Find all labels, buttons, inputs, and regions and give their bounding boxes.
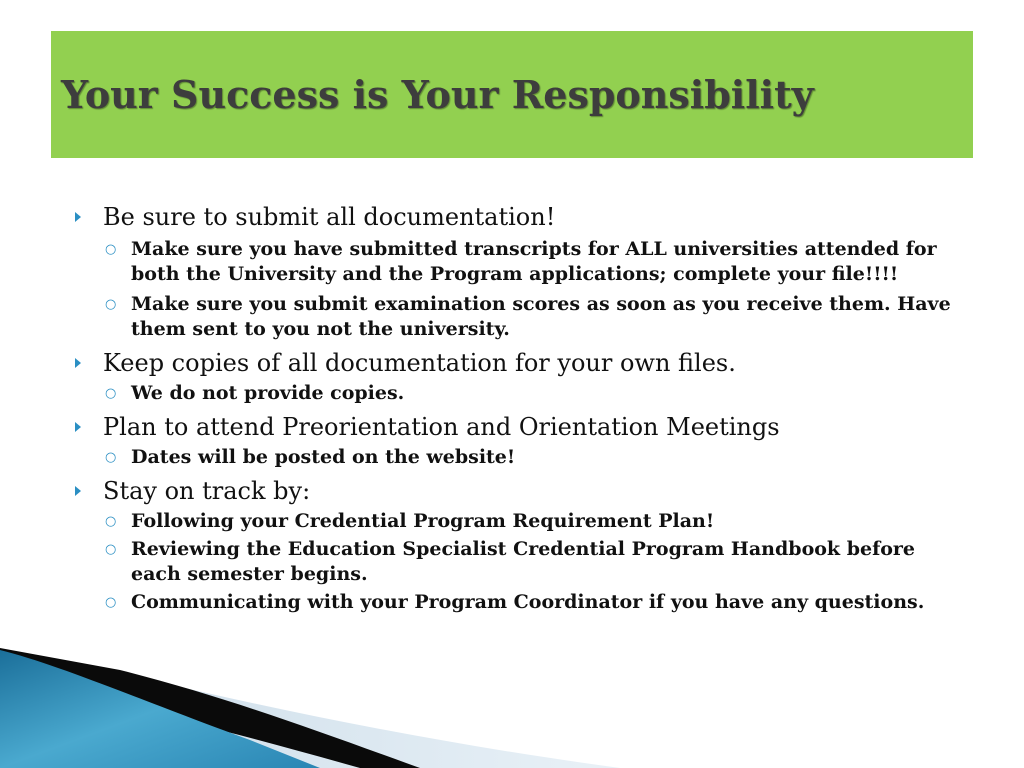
circle-bullet-icon: ○ bbox=[105, 514, 117, 529]
sub-bullet-text: Dates will be posted on the website! bbox=[131, 446, 516, 468]
bullet-list bbox=[72, 200, 972, 615]
sub-bullet-text: We do not provide copies. bbox=[131, 382, 405, 404]
bullet-text: Be sure to submit all documentation! bbox=[103, 203, 556, 231]
sub-bullet-text: Make sure you have submitted transcripts for ALL universities attended for both the University and the Program applications; complete your file!!!! bbox=[131, 238, 937, 285]
sub-bullet-item bbox=[105, 381, 972, 406]
arrow-bullet-icon bbox=[75, 358, 81, 368]
arrow-bullet-icon bbox=[75, 486, 81, 496]
bullet-item bbox=[72, 412, 972, 442]
sub-bullet-item bbox=[105, 509, 972, 534]
arrow-bullet-icon bbox=[75, 422, 81, 432]
sub-bullet-text: Following your Credential Program Requirement Plan! bbox=[131, 510, 715, 532]
bullet-text: Stay on track by: bbox=[103, 477, 311, 505]
circle-bullet-icon: ○ bbox=[105, 450, 117, 465]
slide-title: Your Success is Your Responsibility bbox=[61, 72, 814, 117]
arrow-bullet-icon bbox=[75, 212, 81, 222]
sub-bullet-text: Communicating with your Program Coordinator if you have any questions. bbox=[131, 591, 925, 613]
bullet-item bbox=[72, 476, 972, 506]
circle-bullet-icon: ○ bbox=[105, 297, 117, 312]
circle-bullet-icon: ○ bbox=[105, 595, 117, 610]
sub-bullet-item bbox=[105, 445, 972, 470]
bullet-item bbox=[72, 202, 972, 232]
circle-bullet-icon: ○ bbox=[105, 542, 117, 557]
circle-bullet-icon: ○ bbox=[105, 386, 117, 401]
sub-bullet-item bbox=[105, 590, 972, 615]
sub-bullet-text: Make sure you submit examination scores as soon as you receive them. Have them sent to you not the university. bbox=[131, 293, 951, 340]
sub-bullet-item bbox=[105, 237, 972, 287]
sub-bullet-item bbox=[105, 292, 972, 342]
circle-bullet-icon: ○ bbox=[105, 242, 117, 257]
sub-bullet-item bbox=[105, 537, 972, 587]
bullet-text: Plan to attend Preorientation and Orientation Meetings bbox=[103, 413, 780, 441]
bullet-text: Keep copies of all documentation for your own files. bbox=[103, 349, 736, 377]
corner-wave-decoration bbox=[0, 620, 1024, 768]
bullet-item bbox=[72, 348, 972, 378]
sub-bullet-text: Reviewing the Education Specialist Credential Program Handbook before each semester begins. bbox=[131, 538, 916, 585]
